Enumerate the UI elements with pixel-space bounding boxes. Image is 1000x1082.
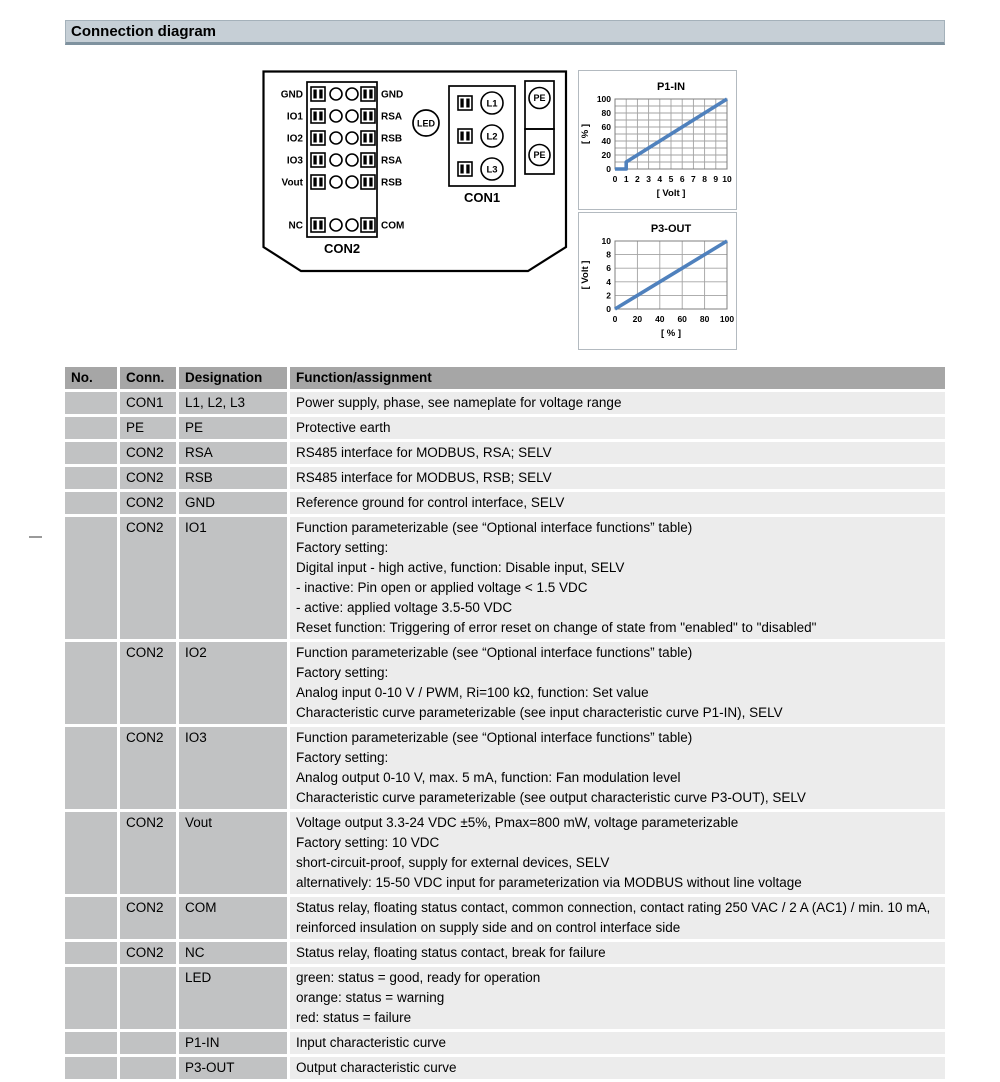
cell-no (65, 727, 117, 809)
con2-pin-label-right: COM (381, 220, 405, 232)
cell-function (290, 897, 945, 939)
table-header-row (65, 367, 945, 389)
table-row (65, 442, 945, 464)
function-line: RS485 interface for MODBUS, RSA; SELV (296, 445, 552, 460)
terminal-icon (361, 131, 375, 145)
y-axis-label: [ Volt ] (580, 260, 591, 290)
y-tick-label: 10 (601, 236, 611, 246)
function-line: Analog output 0-10 V, max. 5 mA, function: Fan modulation level (296, 770, 681, 785)
x-tick-label: 8 (702, 174, 707, 184)
function-line: Factory setting: (296, 750, 389, 765)
x-tick-label: 3 (646, 174, 651, 184)
cell-designation: PE (179, 417, 287, 439)
device-outline-svg (262, 70, 568, 274)
function-line: Function parameterizable (see “Optional interface functions” table) (296, 645, 693, 660)
connection-diagram (262, 70, 568, 274)
cell-conn: PE (120, 417, 176, 439)
con2-pin-label-left: NC (288, 220, 303, 232)
table-row (65, 517, 945, 639)
cell-designation: COM (179, 897, 287, 939)
function-line: orange: status = warning (296, 990, 445, 1005)
x-axis-label: [ Volt ] (656, 188, 686, 199)
contact-circle-icon (346, 154, 358, 166)
cell-designation: RSB (179, 467, 287, 489)
table-row (65, 392, 945, 414)
connection-table (62, 364, 948, 1082)
phase-label: L1 (486, 98, 498, 110)
column-header-no-: No. (65, 367, 117, 389)
cell-conn: CON2 (120, 812, 176, 894)
chart-p3-out-svg (579, 213, 736, 349)
cell-no (65, 467, 117, 489)
x-tick-label: 5 (668, 174, 674, 184)
function-line: Digital input - high active, function: Disable input, SELV (296, 560, 625, 575)
cell-no (65, 812, 117, 894)
contact-circle-icon (330, 219, 342, 231)
terminal-icon (361, 218, 375, 232)
cell-function (290, 642, 945, 724)
table-row (65, 642, 945, 724)
terminal-icon (361, 175, 375, 189)
function-line: Protective earth (296, 420, 391, 435)
cell-designation: P3-OUT (179, 1057, 287, 1079)
cell-conn: CON2 (120, 942, 176, 964)
function-line: Output characteristic curve (296, 1060, 457, 1075)
y-tick-label: 4 (606, 276, 611, 287)
y-axis-label: [ % ] (580, 123, 591, 145)
contact-circle-icon (346, 219, 358, 231)
table-row (65, 727, 945, 809)
table-row (65, 897, 945, 939)
function-line: short-circuit-proof, supply for external devices, SELV (296, 855, 610, 870)
table-row (65, 1057, 945, 1079)
column-header-designation: Designation (179, 367, 287, 389)
con2-pin-label-left: Vout (281, 177, 303, 189)
table-row (65, 1032, 945, 1054)
chart-title: P3-OUT (650, 223, 692, 235)
x-tick-label: 9 (713, 174, 719, 184)
function-line: Reference ground for control interface, SELV (296, 495, 565, 510)
section-title-bar (65, 20, 945, 45)
con2-label: CON2 (323, 241, 361, 256)
cell-no (65, 897, 117, 939)
cell-conn: CON2 (120, 727, 176, 809)
cell-conn: CON2 (120, 492, 176, 514)
con2-pin-label-right: GND (381, 89, 404, 101)
table-row (65, 942, 945, 964)
cell-designation: IO1 (179, 517, 287, 639)
page-title: Connection diagram (71, 23, 217, 40)
cell-function (290, 417, 945, 439)
cell-conn (120, 1032, 176, 1054)
cell-no (65, 942, 117, 964)
x-tick-label: 1 (623, 174, 629, 184)
table-row (65, 417, 945, 439)
contact-circle-icon (330, 110, 342, 122)
cell-no (65, 642, 117, 724)
function-line: green: status = good, ready for operation (296, 970, 541, 985)
cell-function (290, 492, 945, 514)
table-row (65, 812, 945, 894)
terminal-icon (311, 175, 325, 189)
cell-designation: GND (179, 492, 287, 514)
y-tick-label: 100 (596, 94, 611, 104)
cell-designation: Vout (179, 812, 287, 894)
con2-pin-label-right: RSB (381, 177, 403, 189)
function-line: Analog input 0-10 V / PWM, Ri=100 kΩ, function: Set value (296, 685, 649, 700)
function-line: Factory setting: (296, 540, 389, 555)
cell-conn: CON2 (120, 897, 176, 939)
cell-no (65, 417, 117, 439)
cell-designation: RSA (179, 442, 287, 464)
con2-pin-label-right: RSB (381, 133, 403, 145)
function-line: - inactive: Pin open or applied voltage < 1.5 VDC (296, 580, 588, 595)
contact-circle-icon (330, 176, 342, 188)
phase-label: L2 (486, 131, 498, 143)
cell-designation: L1, L2, L3 (179, 392, 287, 414)
x-tick-label: 0 (612, 314, 618, 324)
chart-title: P1-IN (656, 81, 686, 93)
pe-label: PE (533, 93, 546, 104)
x-tick-label: 40 (655, 314, 665, 324)
cell-conn: CON2 (120, 442, 176, 464)
cell-designation: NC (179, 942, 287, 964)
table-row (65, 492, 945, 514)
x-axis-label: [ % ] (660, 328, 682, 339)
terminal-icon (458, 162, 472, 176)
table-row (65, 467, 945, 489)
y-tick-label: 40 (601, 136, 611, 146)
x-tick-label: 100 (719, 314, 735, 324)
function-line: Characteristic curve parameterizable (see input characteristic curve P1-IN), SELV (296, 705, 783, 720)
function-line: Factory setting: 10 VDC (296, 835, 440, 850)
cell-no (65, 1032, 117, 1054)
function-line: Function parameterizable (see “Optional interface functions” table) (296, 520, 693, 535)
function-line: Reset function: Triggering of error reset on change of state from "enabled" to "disabled" (296, 620, 817, 635)
phase-label: L3 (486, 164, 498, 176)
series-line (615, 241, 727, 309)
function-line: alternatively: 15-50 VDC input for parameterization via MODBUS without line voltage (296, 875, 802, 890)
function-line: Characteristic curve parameterizable (see output characteristic curve P3-OUT), SELV (296, 790, 806, 805)
function-line: Input characteristic curve (296, 1035, 447, 1050)
terminal-icon (311, 218, 325, 232)
device-outline (264, 72, 567, 272)
cell-designation: P1-IN (179, 1032, 287, 1054)
contact-circle-icon (330, 154, 342, 166)
x-tick-label: 80 (699, 314, 710, 324)
contact-circle-icon (346, 176, 358, 188)
y-tick-label: 20 (601, 150, 611, 160)
function-line: RS485 interface for MODBUS, RSB; SELV (296, 470, 552, 485)
terminal-icon (361, 109, 375, 123)
terminal-icon (311, 109, 325, 123)
x-tick-label: 0 (612, 174, 618, 184)
y-tick-label: 0 (606, 304, 611, 314)
con2-pin-label-right: RSA (381, 111, 403, 123)
chart-p3-out (578, 212, 737, 350)
con2-pin-label-left: GND (280, 89, 303, 101)
margin-dash-icon (29, 536, 42, 538)
cell-conn: CON1 (120, 392, 176, 414)
cell-function (290, 812, 945, 894)
cell-function (290, 442, 945, 464)
contact-circle-icon (346, 110, 358, 122)
con1-label: CON1 (463, 190, 501, 205)
contact-circle-icon (330, 132, 342, 144)
y-tick-label: 60 (601, 122, 611, 132)
terminal-icon (361, 87, 375, 101)
x-tick-label: 20 (632, 314, 643, 324)
y-tick-label: 0 (606, 164, 611, 174)
cell-function (290, 727, 945, 809)
con2-pin-label-left: IO3 (286, 155, 303, 167)
x-tick-label: 60 (677, 314, 687, 324)
cell-function (290, 1032, 945, 1054)
led-label: LED (417, 118, 435, 129)
cell-conn (120, 967, 176, 1029)
cell-designation: IO2 (179, 642, 287, 724)
y-tick-label: 2 (606, 290, 611, 301)
con2-pin-label-right: RSA (381, 155, 403, 167)
contact-circle-icon (346, 88, 358, 100)
cell-no (65, 442, 117, 464)
terminal-icon (458, 96, 472, 110)
y-tick-label: 8 (606, 249, 611, 260)
cell-function (290, 517, 945, 639)
terminal-icon (458, 129, 472, 143)
column-header-conn-: Conn. (120, 367, 176, 389)
terminal-icon (311, 131, 325, 145)
terminal-icon (311, 87, 325, 101)
cell-conn: CON2 (120, 642, 176, 724)
cell-no (65, 967, 117, 1029)
x-tick-label: 7 (691, 174, 696, 184)
x-tick-label: 4 (657, 174, 663, 184)
function-line: - active: applied voltage 3.5-50 VDC (296, 600, 513, 615)
y-tick-label: 6 (606, 263, 611, 274)
con2-pin-label-left: IO1 (286, 111, 303, 123)
contact-circle-icon (330, 88, 342, 100)
function-line: Status relay, floating status contact, break for failure (296, 945, 606, 960)
cell-no (65, 392, 117, 414)
x-tick-label: 2 (635, 174, 640, 184)
function-line: Status relay, floating status contact, common connection, contact rating 250 VAC / 2 A (AC1) / min. 10 mA, reinforced insulation on supply side and on control interface side (296, 900, 931, 935)
x-tick-label: 10 (722, 174, 732, 184)
function-line: Function parameterizable (see “Optional interface functions” table) (296, 730, 693, 745)
con2-pin-label-left: IO2 (286, 133, 303, 145)
x-tick-label: 6 (679, 174, 685, 184)
y-tick-label: 80 (601, 108, 611, 118)
cell-designation: IO3 (179, 727, 287, 809)
cell-function (290, 392, 945, 414)
chart-p1-in (578, 70, 737, 210)
cell-function (290, 942, 945, 964)
table-row (65, 967, 945, 1029)
cell-designation: LED (179, 967, 287, 1029)
cell-conn: CON2 (120, 467, 176, 489)
cell-no (65, 517, 117, 639)
cell-conn (120, 1057, 176, 1079)
contact-circle-icon (346, 132, 358, 144)
cell-function (290, 467, 945, 489)
column-header-function-assignment: Function/assignment (290, 367, 945, 389)
chart-p1-in-svg (579, 71, 736, 209)
cell-function (290, 1057, 945, 1079)
cell-no (65, 492, 117, 514)
function-line: Voltage output 3.3-24 VDC ±5%, Pmax=800 mW, voltage parameterizable (296, 815, 739, 830)
cell-function (290, 967, 945, 1029)
terminal-icon (361, 153, 375, 167)
cell-no (65, 1057, 117, 1079)
cell-conn: CON2 (120, 517, 176, 639)
function-line: Power supply, phase, see nameplate for voltage range (296, 395, 622, 410)
terminal-icon (311, 153, 325, 167)
function-line: red: status = failure (296, 1010, 412, 1025)
pe-label: PE (533, 150, 546, 161)
function-line: Factory setting: (296, 665, 389, 680)
